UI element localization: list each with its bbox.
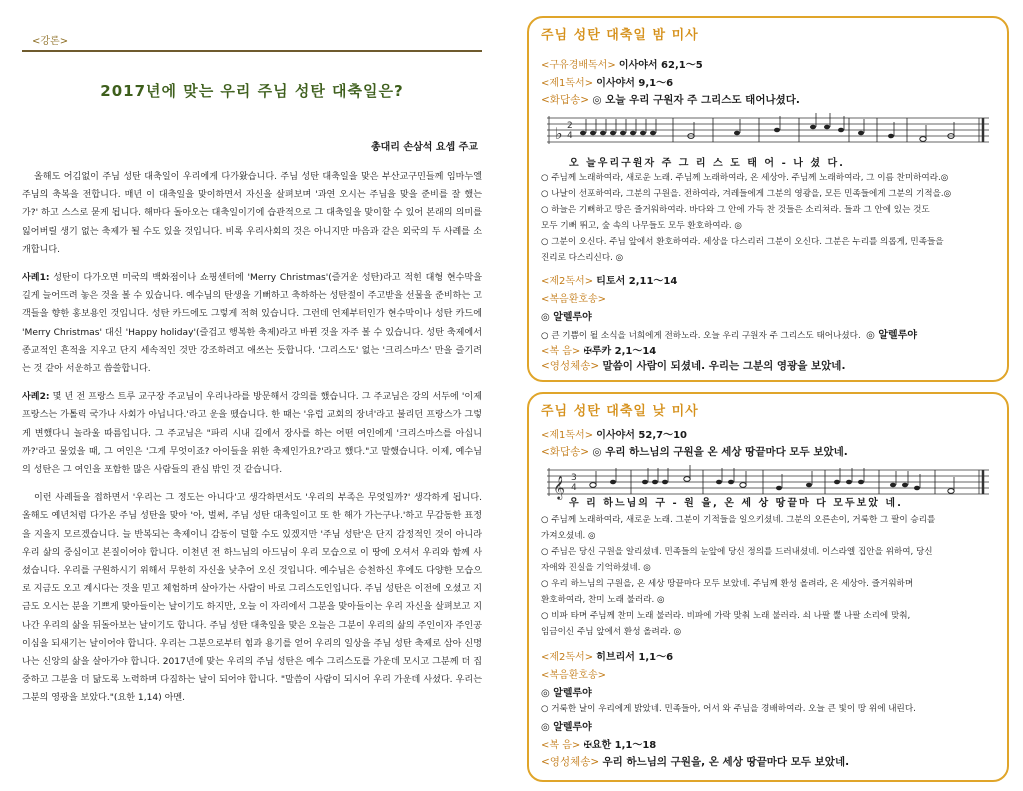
top-rule (22, 50, 482, 52)
reading-row: <제1독서> 이사야서 52,7～10 (541, 430, 688, 441)
psalm-lyrics: 우 리 하느님의 구 - 원 을, 온 세 상 땅끝마 다 모두보았 네. (569, 498, 903, 509)
reading-row: <구유경배독서> 이사야서 62,1～5 (541, 60, 703, 71)
svg-text:4: 4 (571, 483, 577, 493)
svg-text:♭: ♭ (555, 124, 563, 143)
reading-row: <제2독서> 티토서 2,11～14 (541, 276, 678, 287)
psalm-verses: ○ 주님께 노래하여라, 새로운 노래. 주님께 노래하여라, 온 세상아. 주님께 노래하여라, 그 이름 찬미하여라.◎ ○ 나날이 선포하여라, 그분의 구원을. 전하여라, 겨레들에게 그분의 영광을, 모든 민족들에게 그분의 기적을.◎ ○ 하늘은 기뻐하고 땅은 즐거워하여라. 바다와 그 안에 가득 찬 것들은 소리쳐라. 들과 그 안에 있는 것도 모두 기뻐 뛰고, 숲 속의 나무들도 모두 환호하여라. ◎ ○ 그분이 오신다. 주님 앞에서 환호하여라. 세상을 다스리러 그분이 오신다. 그분은 누리를 의롭게, 민족들을 진리로 다스리신다. ◎ (541, 173, 952, 263)
box-title: 주님 성탄 대축일 낮 미사 (541, 404, 699, 419)
gospel-row: <복 음> ✠루카 2,1～14 (541, 346, 657, 357)
day-mass-box (527, 392, 1009, 782)
svg-text:3: 3 (571, 473, 577, 483)
paragraph: 사례2: 몇 년 전 프랑스 트루 교구장 주교님이 우리나라를 방문해서 강의를 했습니다. 그 주교님은 강의 서두에 '이제 프랑스는 가톨릭 국가나 사회가 아닙니다.'라고 운을 뗐습니다. 한 때는 '유럽 교회의 장녀'라고 불리던 프랑스가 그렇게 변했다니 놀라울 따름입니다. 그 주교님은 "파리 시내 길에서 장사를 하는 어떤 여인에게 '크리스마스를 아십니까?'라고 물었을 때, 그 여인은 '그게 무엇이죠? 아이들을 위한 축제인가요?'라고 했다."고 말했습니다. 이제, 예수님의 성탄은 그 여인을 포함한 많은 사람들의 관심 밖인 것 같습니다. (22, 392, 482, 476)
paragraph: 이런 사례들을 접하면서 '우리는 그 정도는 아니다'고 생각하면서도 '우리의 부족은 무엇일까?' 생각하게 됩니다. 올해도 예년처럼 다가온 주님 성탄을 맞아 '아, 벌써, 주님 성탄 대축일이고 또 한 해가 가는구나.'하고 무감동한 표정을 지을지 모르겠습니다. 늘 반복되는 축제이니 감동이 덜할 수도 있겠지만 '주님 성탄'은 단지 감정적인 것이 아니라 우리 삶의 중심이고 본질이어야 합니다. 이천년 전 하느님의 아드님이 우리 모습으로 이 땅에 오셔서 우리와 함께 사셨습니다. 우리를 구원하시기 위해서 무한히 자신을 낮추어 오신 것입니다. 예수님은 승천하신 후에도 다양한 모습으로 지금도 오고 계시다는 것을 믿고 체험하며 살아가는 사람이 바로 그리스도인입니다. 주님 성탄은 이전에 오셨고 지금도 오시는 분을 기쁘게 맞아들이는 날이기도 하지만, 오늘 이 자리에서 그분을 맞아들이는 우리 자신을 살펴보고 지나간 우리의 삶을 뒤돌아보는 날이기도 합니다. 주님 성탄 대축일을 맞은 오늘은 그분이 우리의 삶의 주인이자 주인공이심을 되새기는 날이어야 합니다. 우리는 그분으로부터 힘과 용기를 얻어 우리의 일상을 주님 성탄 축제로 삼아 신명나는 신앙의 삶을 살아가야 합니다. 2017년에 맞는 우리의 주님 성탄은 예수 그리스도를 가운데 모시고 그분께 더 집중하고 그분을 더 닮도록 노력하며 다짐하는 날이 되어야 합니다. "말씀이 사람이 되시어 우리 가운데 사셨다. 우리는 그분의 영광을 보았다."(요한 1,14) 아멘. (22, 493, 482, 704)
reading-row: <제2독서> 히브리서 1,1～6 (541, 652, 674, 663)
svg-text:4: 4 (567, 131, 573, 141)
psalm-verses: ○ 주님께 노래하여라, 새로운 노래. 그분이 기적들을 일으키셨네. 그분의 오른손이, 거룩한 그 팔이 승리를 가져오셨네. ◎ ○ 주님은 당신 구원을 알리셨네. 민족들의 눈앞에 당신 정의를 드러내셨네. 이스라엘 집안을 위하여, 당신 자애와 진실을 기억하셨네. ◎ ○ 우리 하느님의 구원을, 온 세상 땅끝마다 모두 보았네. 주님께 환성 올려라, 온 세상아. 즐거워하며 환호하여라, 찬미 노래 불러라. ◎ ○ 비파 타며 주님께 찬미 노래 불러라. 비파에 가락 맞춰 노래 불러라. 쇠 나팔 뿔 나팔 소리에 맞춰, 임금이신 주님 앞에서 환성 올려라. ◎ (541, 515, 936, 637)
paragraph: 올해도 어김없이 주님 성탄 대축일이 우리에게 다가왔습니다. 주님 성탄 대축일을 맞은 부산교구민들께 임마누엘 주님의 축복을 전합니다. 매년 이 대축일을 맞이하면서 자신을 살펴보며 '과연 오시는 주님을 맞을 준비를 잘 했는가?' 하고 스스로 묻게 됩니다. 해마다 돌아오는 대축일이기에 습관적으로 그 대축일을 맞이할 수 있어 본래의 의미를 잃어버릴 생기 없는 축제가 될 수도 있을 것입니다. 비록 우리사회의 것은 아니지만 마음과 같은 외국의 두 사례를 소개합니다. (22, 172, 482, 255)
example-lead: 사례2: (22, 392, 50, 403)
svg-text:2: 2 (567, 121, 573, 131)
reading-row: <제1독서> 이사야서 9,1～6 (541, 78, 674, 89)
box-title: 주님 성탄 대축일 밤 미사 (541, 28, 699, 43)
homily-column (22, 22, 498, 774)
alleluia-row: ◎ 알렐루야 (541, 722, 592, 733)
night-mass-box (527, 16, 1009, 382)
gospel-row: <복 음> ✠요한 1,1～18 (541, 740, 657, 751)
svg-text:𝄞: 𝄞 (553, 475, 565, 499)
homily-author: 총대리 손삼석 요셉 주교 (370, 142, 478, 153)
homily-title: 2017년에 맞는 우리 주님 성탄 대축일은? (100, 82, 404, 100)
alleluia-verse: ○ 큰 기쁨이 될 소식을 너희에게 전하노라. 오늘 우리 구원자 주 그리스도 태어나셨다. ◎ 알렐루야 (541, 330, 918, 341)
alleluia-row: ◎ 알렐루야 (541, 688, 592, 699)
example-lead: 사례1: (22, 273, 50, 284)
homily-body (22, 168, 482, 718)
alleluia-verse: ○ 거룩한 날이 우리에게 밝았네. 민족들아, 어서 와 주님을 경배하여라. 오늘 큰 빛이 땅 위에 내린다. (541, 704, 916, 714)
paragraph: 사례1: 성탄이 다가오면 미국의 백화점이나 쇼핑센터에 'Merry Christmas'(즐거운 성탄)라고 적힌 대형 현수막을 길게 늘어뜨려 놓은 것을 볼 수 있습니다. 예수님의 탄생을 기뻐하고 축하하는 성탄절이 주고받을 선물을 준비하는 고객들을 향한 홍보용인 것입니다. 성탄 카드에도 그렇게 적혀 있습니다. 그런데 언제부터인가 현수막이나 성탄 카드에 'Merry Christmas' 대신 'Happy holiday'(즐겁고 행복한 축제)라고 바뀐 것을 자주 볼 수 있습니다. 성탄 축제에서 종교적인 흔적을 지우고 단지 세속적인 것만 강조하려고 애쓰는 듯합니다. '그리스도' 없는 '크리스마스' 만을 즐기려는 것 같아 서운하고 씁쓸합니다. (22, 273, 482, 375)
psalm-row: <화답송> ◎ 우리 하느님의 구원을 온 세상 땅끝마다 모두 보았네. (541, 446, 848, 458)
communion-row: <영성체송> 우리 하느님의 구원을, 온 세상 땅끝마다 모두 보았네. (541, 756, 850, 768)
alleluia-label-row: <복음환호송> (541, 670, 607, 681)
alleluia-row: ◎ 알렐루야 (541, 312, 592, 323)
music-staff (547, 108, 989, 154)
psalm-lyrics: 오 늘우리구원자 주 그 리 스 도 태 어 - 나 셨 다. (569, 158, 845, 169)
communion-row: <영성체송> 말씀이 사람이 되셨네. 우리는 그분의 영광을 보았네. (541, 360, 846, 372)
alleluia-label-row: <복음환호송> (541, 294, 607, 305)
section-tag: <강론> (32, 36, 69, 47)
psalm-row: <화답송> ◎ 오늘 우리 구원자 주 그리스도 태어나셨다. (541, 94, 800, 106)
